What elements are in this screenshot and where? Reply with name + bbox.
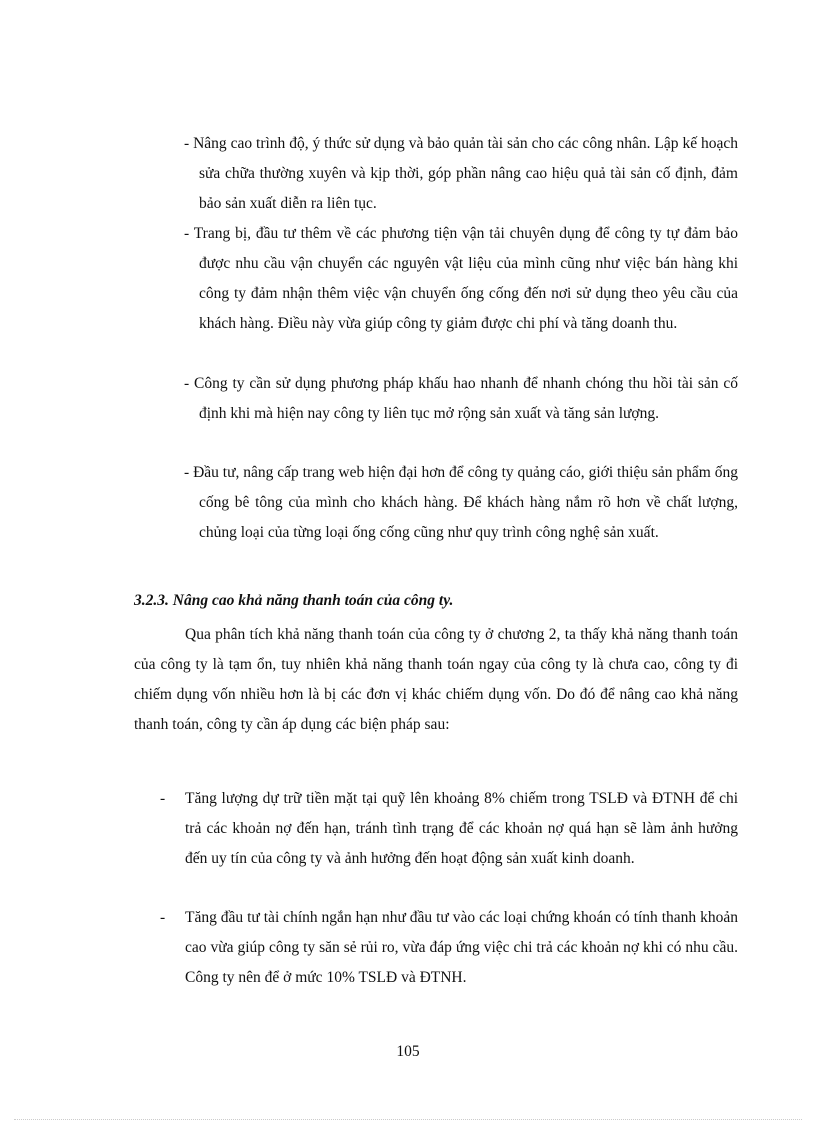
bullet-text: Trang bị, đầu tư thêm về các phương tiện vận tải chuyên dụng để công ty tự đảm bảo được nhu cầu vận chuyển các nguyên vật liệu của mình cũng như việc bán hàng khi công ty đảm nhận thêm việc vận chuyển ống cống đến nơi sử dụng theo yêu cầu của khách hàng. Điều này vừa giúp công ty giảm được chi phí và tăng doanh thu. bbox=[193, 225, 738, 332]
bullet-text: Tăng lượng dự trữ tiền mặt tại quỹ lên khoảng 8% chiếm trong TSLĐ và ĐTNH để chi trả các khoản nợ đến hạn, tránh tình trạng để các khoản nợ quá hạn sẽ làm ảnh hưởng đến uy tín của công ty và ảnh hưởng đến hoạt động sản xuất kinh doanh. bbox=[185, 790, 738, 867]
bullet-dash: - bbox=[184, 225, 190, 242]
footer-divider bbox=[14, 1119, 802, 1120]
bullet-item bbox=[172, 458, 738, 548]
bullet-item bbox=[160, 903, 738, 993]
bullet-item bbox=[160, 784, 738, 874]
bullet-item bbox=[172, 129, 738, 219]
bullet-dash: - bbox=[184, 135, 190, 152]
section-paragraph: Qua phân tích khả năng thanh toán của công ty ở chương 2, ta thấy khả năng thanh toán của công ty là tạm ổn, tuy nhiên khả năng thanh toán ngay của công ty là chưa cao, công ty đi chiếm dụng vốn nhiều hơn là bị các đơn vị khác chiếm dụng vốn. Do đó để nâng cao khả năng thanh toán, công ty cần áp dụng các biện pháp sau: bbox=[134, 626, 738, 733]
section-heading: 3.2.3. Nâng cao khả năng thanh toán của công ty. bbox=[134, 592, 454, 609]
bullet-item bbox=[172, 369, 738, 429]
bullet-dash: - bbox=[184, 375, 190, 392]
page-number: 105 bbox=[396, 1043, 420, 1060]
bullet-text: Đầu tư, nâng cấp trang web hiện đại hơn để công ty quảng cáo, giới thiệu sản phẩm ống cống bê tông của mình cho khách hàng. Để khách hàng nắm rõ hơn về chất lượng, chủng loại của từng loại ống cống cũng như quy trình công nghệ sản xuất. bbox=[193, 464, 739, 541]
bullet-dash: - bbox=[160, 909, 166, 926]
bullet-item bbox=[172, 219, 738, 339]
bullet-text: Công ty cần sử dụng phương pháp khấu hao nhanh để nhanh chóng thu hồi tài sản cố định khi mà hiện nay công ty liên tục mở rộng sản xuất và tăng sản lượng. bbox=[194, 375, 738, 422]
bullet-text: Tăng đầu tư tài chính ngắn hạn như đầu tư vào các loại chứng khoán có tính thanh khoản cao vừa giúp công ty săn sẻ rủi ro, vừa đáp ứng việc chi trả các khoản nợ khi có nhu cầu. Công ty nên để ở mức 10% TSLĐ và ĐTNH. bbox=[185, 909, 738, 986]
bullet-text: Nâng cao trình độ, ý thức sử dụng và bảo quản tài sản cho các công nhân. Lập kế hoạch sửa chữa thường xuyên và kịp thời, góp phần nâng cao hiệu quả tài sản cố định, đảm bảo sản xuất diễn ra liên tục. bbox=[193, 135, 738, 212]
bullet-dash: - bbox=[184, 464, 190, 481]
bullet-dash: - bbox=[160, 790, 166, 807]
